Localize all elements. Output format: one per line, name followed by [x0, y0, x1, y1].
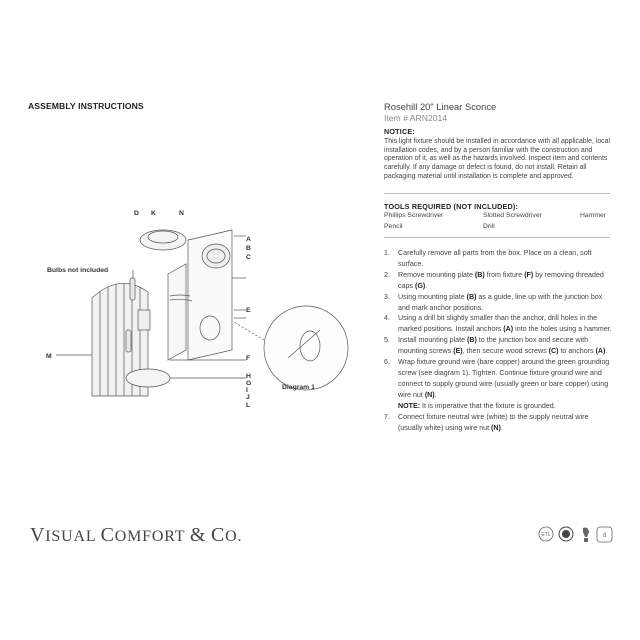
step-number: 3. [384, 292, 390, 301]
note-text: It is imperative that the fixture is grounded. [420, 401, 556, 410]
step-number: 1. [384, 249, 390, 257]
step-text [398, 314, 612, 333]
step-text-run: Connect fixture neutral wire (white) to the supply neutral wire (usually white) using wire nut [398, 412, 589, 432]
step-text-run: Using mounting plate [398, 292, 467, 301]
svg-text:d: d [602, 533, 607, 539]
step-number: 7. [384, 412, 390, 421]
instruction-step [384, 357, 612, 412]
step-text-run: by removing threaded caps [398, 270, 604, 290]
brand-logo [30, 524, 242, 547]
part-reference: (N) [491, 423, 501, 432]
step-text-run: . [434, 390, 437, 399]
divider [384, 193, 610, 194]
step-number: 4. [384, 314, 390, 323]
step-text-run: Using a drill bit slightly smaller than the anchor, drill holes in the marked positions. Install anchors [398, 314, 598, 334]
notice-heading: NOTICE: [384, 127, 415, 136]
damp-rated-icon [559, 527, 573, 541]
tool-item: Phillips Screwdriver [384, 212, 444, 219]
step-text-run: Carefully remove all parts from the box. Place on a clean, soft surface. [398, 249, 592, 268]
part-label-e: E [246, 307, 251, 314]
part-label-j: J [246, 394, 250, 401]
step-text-run: to the junction box and secure with mounting screws [398, 336, 589, 356]
tool-item: Hammer [580, 212, 607, 219]
part-label-n: N [179, 210, 184, 217]
step-number: 5. [384, 336, 390, 345]
tool-item: Pencil [384, 223, 403, 230]
product-name: Rosehill 20" Linear Sconce [384, 101, 497, 112]
bulb-icon [583, 528, 589, 543]
step-text [398, 249, 592, 268]
part-label-c: C [246, 254, 251, 261]
brand-logo-text: VISUAL COMFORT & CO. [30, 524, 243, 546]
step-text [398, 293, 602, 312]
part-reference: (A) [503, 325, 514, 334]
step-text [398, 336, 607, 355]
part-label-a: A [246, 236, 251, 243]
step-text-run: as a guide, line up with the junction box and mark anchor positions. [398, 292, 603, 312]
instruction-step [384, 412, 612, 434]
step-text [398, 413, 588, 432]
step-text [398, 271, 604, 290]
part-reference: (B) [474, 270, 485, 279]
divider [384, 237, 610, 238]
part-reference: (E) [453, 347, 463, 356]
tools-heading: TOOLS REQUIRED (NOT INCLUDED): [384, 202, 519, 211]
part-label-h: H [246, 373, 251, 380]
step-text-run: . [500, 423, 503, 432]
notice-body: This light fixture should be installed in accordance with all applicable, local installation codes, and by a person familiar with the construction and operation of it, as well as the hazards involved. Inspect item and contents carefully. If any damage or defect is found, do not install. Retain all packaging material until installation is complete and approved. [384, 138, 610, 180]
step-number: 2. [384, 270, 390, 279]
part-reference: (A) [595, 347, 606, 356]
diagram-caption: Diagram 1 [282, 384, 315, 391]
instruction-step [384, 248, 612, 270]
dimmable-icon [597, 527, 612, 542]
step-text-run: Wrap fixture ground wire (bare copper) around the green grounding screw (see diagram 1). Tighten. Continue fixture ground wire and connect to supply ground wire (usually green or bare copper) using wire nut [398, 358, 610, 399]
step-text-run: , then secure wood screws [462, 347, 549, 356]
part-label-b: B [246, 245, 251, 252]
instruction-steps [384, 248, 612, 433]
part-label-g: G [246, 380, 252, 387]
svg-text:ETL: ETL [541, 532, 551, 538]
step-text-run: Install mounting plate [398, 336, 468, 345]
part-label-i: I [246, 387, 248, 394]
step-text-run: into the holes using a hammer. [513, 325, 612, 334]
part-label-k: K [151, 210, 156, 217]
part-reference: (G) [414, 281, 426, 290]
step-text [398, 358, 609, 399]
part-label-f: F [246, 355, 251, 362]
part-label-l: L [246, 402, 251, 409]
instruction-step [384, 292, 612, 314]
tool-item: Slotted Screwdriver [483, 212, 542, 219]
part-label-m: M [46, 353, 52, 360]
step-text-run: . [425, 281, 428, 290]
item-number: Item # ARN2014 [384, 113, 448, 123]
step-text-run: from fixture [484, 270, 525, 279]
note-label: NOTE: [398, 401, 421, 410]
part-reference: (B) [467, 336, 477, 345]
part-reference: (F) [524, 270, 534, 279]
assembly-diagram [20, 200, 330, 409]
step-text-run: . [605, 347, 608, 356]
step-number: 6. [384, 358, 390, 367]
part-reference: (C) [548, 347, 559, 356]
tool-item: Drill [483, 223, 495, 230]
part-label-d: D [134, 210, 139, 217]
step-text-run: Remove mounting plate [398, 270, 475, 279]
certification-icons [536, 524, 616, 548]
bulbs-note: Bulbs not included [47, 267, 109, 274]
step-text-run: to anchors [558, 347, 596, 356]
instruction-step [384, 270, 612, 292]
instruction-step [384, 335, 612, 357]
part-reference: (B) [466, 292, 477, 301]
etl-listed-icon [539, 527, 553, 541]
instruction-step [384, 313, 612, 335]
section-title: ASSEMBLY INSTRUCTIONS [28, 101, 144, 111]
part-reference: (N) [424, 390, 435, 399]
